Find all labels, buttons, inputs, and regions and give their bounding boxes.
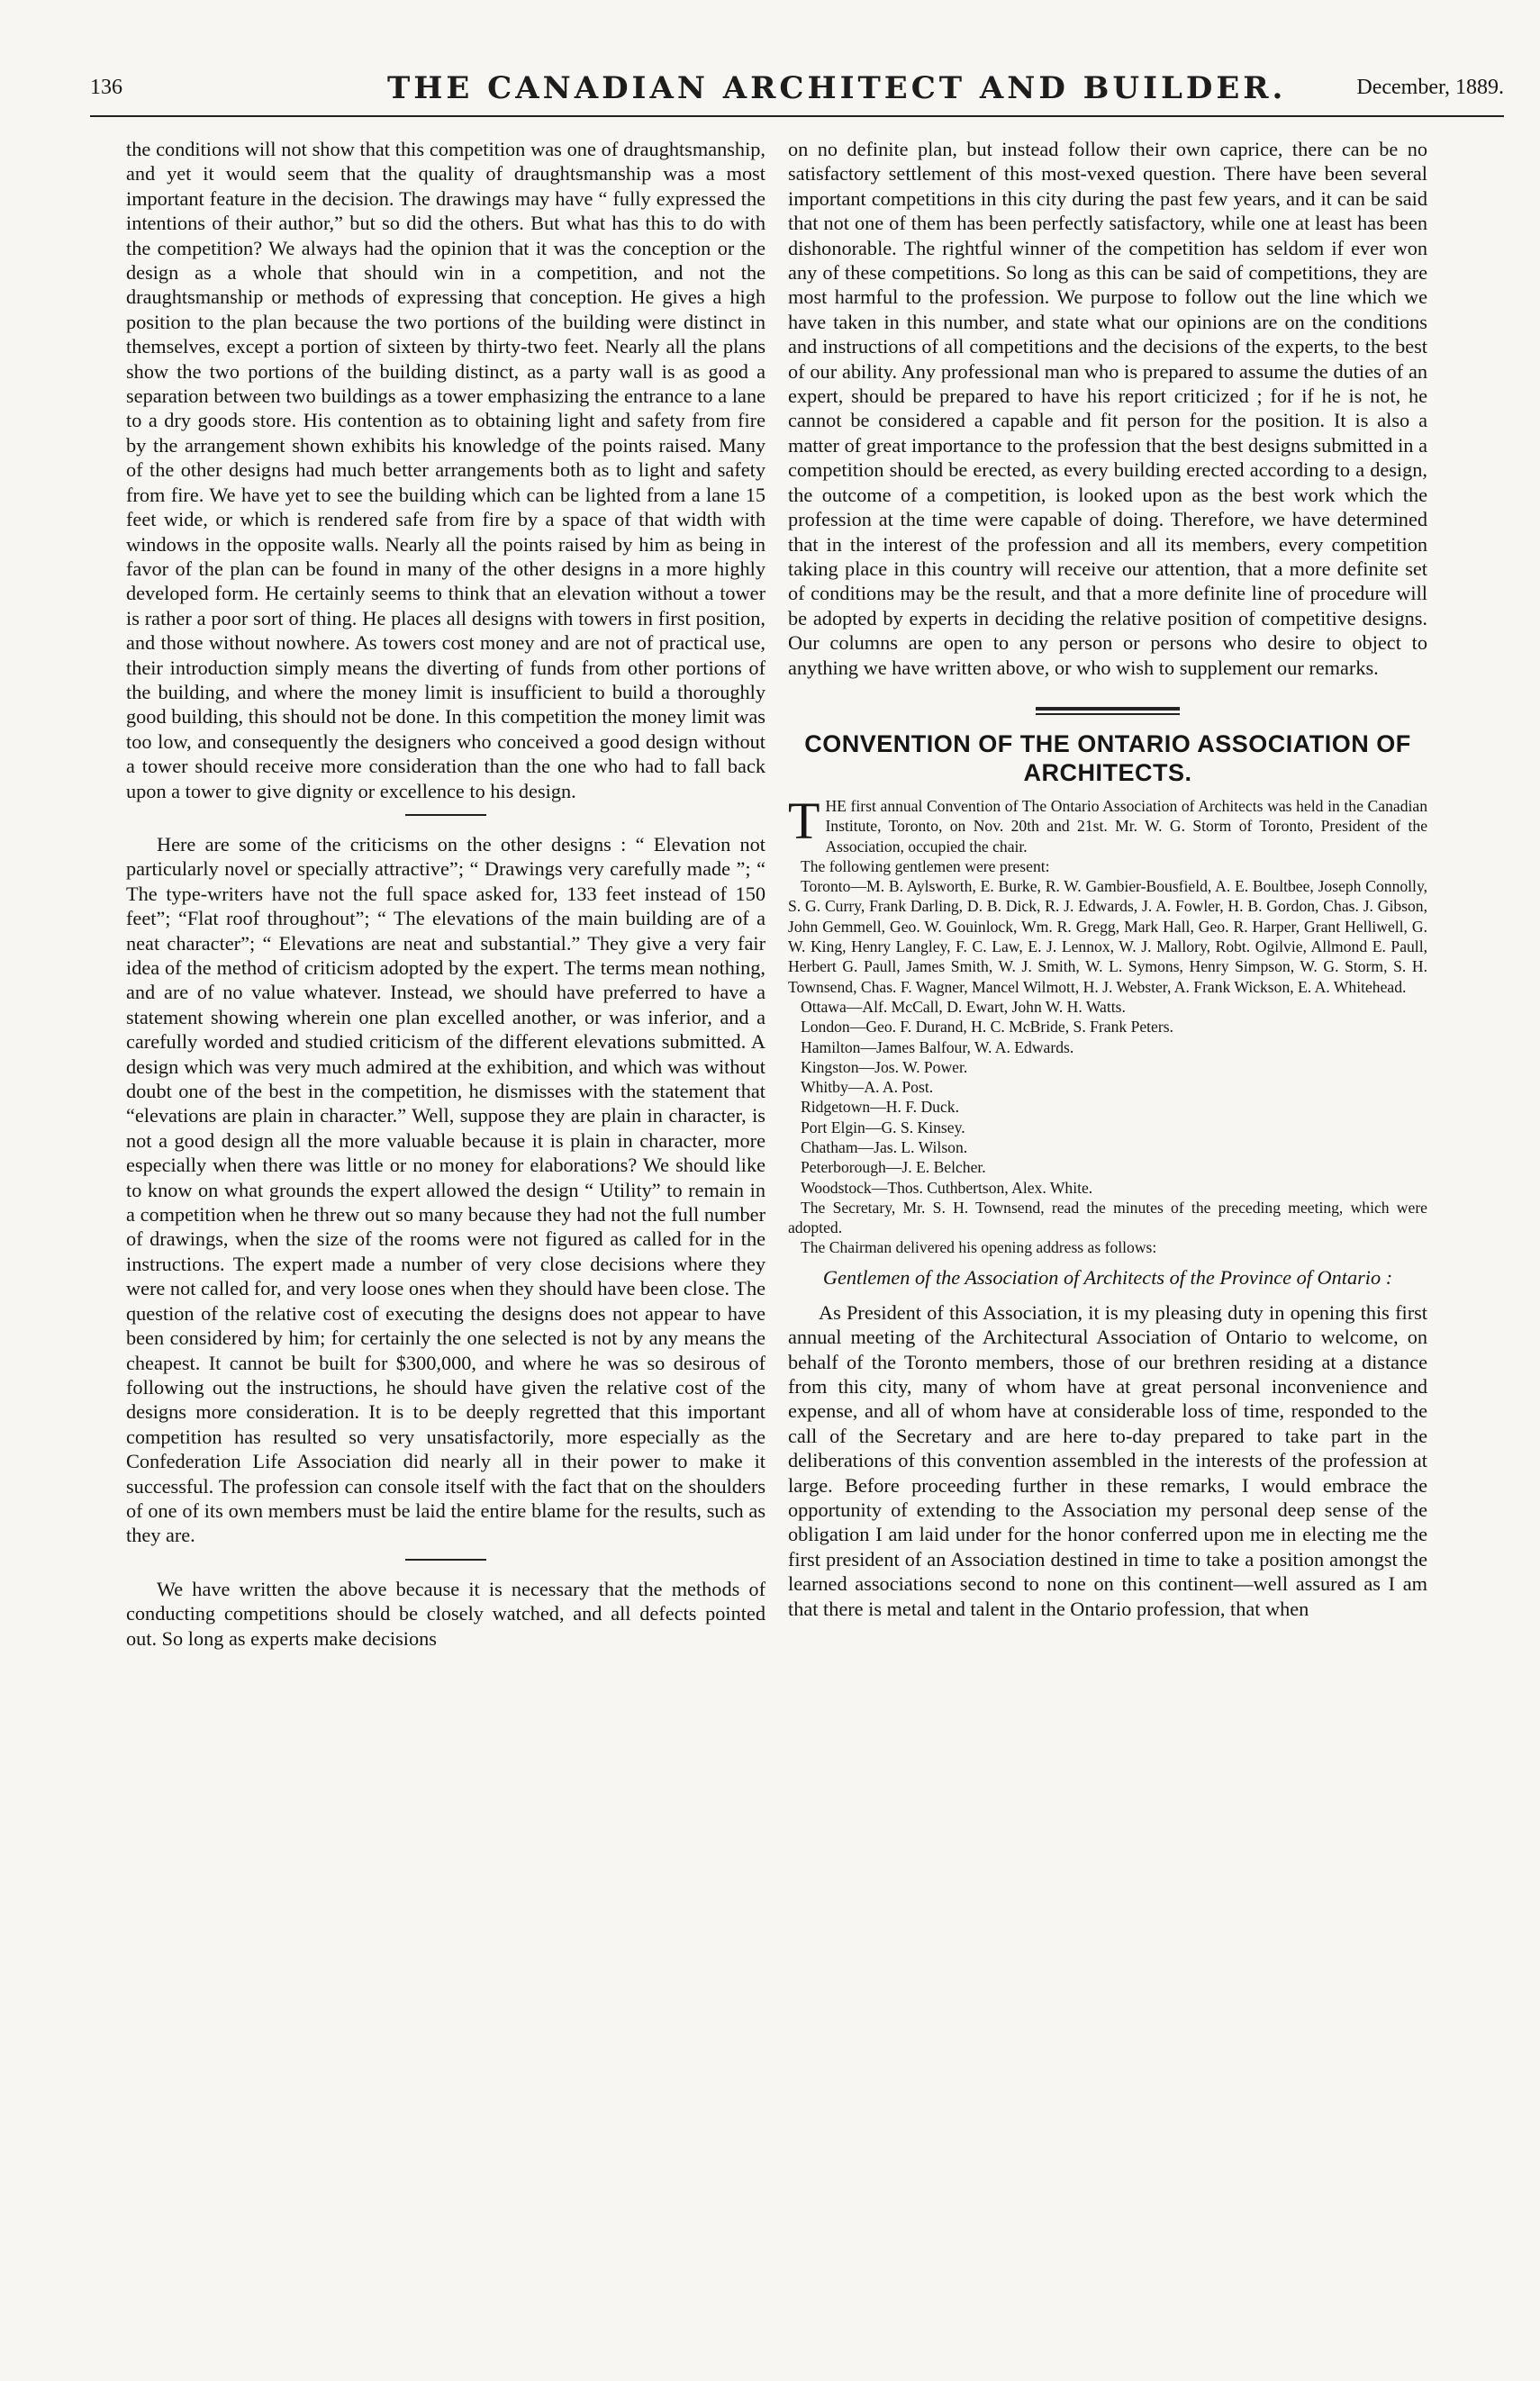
right-column [788,137,1427,1621]
attendees-ridgetown: Ridgetown—H. F. Duck. [801,1098,959,1117]
attendees-peterborough: Peterborough—J. E. Belcher. [801,1158,986,1177]
intro-paragraph [788,791,1427,856]
attendees-toronto: Toronto—M. B. Aylsworth, E. Burke, R. W. Gambier-Bousfield, A. E. Boultbee, Joseph Connolly, S. G. Curry, Frank Darling, D. B. Dick, R. J. Edwards, J. A. Fowler, H. B. Gordon, Chas. J. Gibson, John Gemmell, Geo. W. Gouinlock, Wm. R. Gregg, Mark Hall, Geo. R. Harper, Grant Helliwell, G. W. King, Henry Langley, F. C. Law, E. J. Lennox, W. J. Mallory, Robt. Ogilvie, Allmond E. Paull, Herbert G. Paull, James Smith, W. J. Smith, W. L. Symons, Henry Simpson, W. G. Storm, S. H. Townsend, Chas. F. Wagner, Mancel Wilmott, H. J. Webster, A. Frank Wickson, E. A. Whitehead. [788,877,1427,996]
body-paragraph: Here are some of the criticisms on the other designs : “ Elevation not particularly novel or specially attractive”; “ Drawings very carefully made ”; “ The type-writers have not the full space asked for, 133 feet instead of 150 feet”; “Flat roof throughout”; “ The elevations of the main building are of a neat character”; “ Elevations are neat and substantial.” They give a very fair idea of the method of criticism adopted by the expert. The terms mean nothing, and are of no value whatever. Instead, we should have preferred to have a statement showing wherein one plan excelled another, or was inferior, and a carefully worded and studied criticism of the different elevations submitted. A design which was very much admired at the exhibition, and which was without doubt one of the best in the competition, he dismisses with the statement that “elevations are plain in character.” Well, suppose they are plain in character, is not a good design all the more valuable because it is plain in character, more especially when there was little or no money for elaborations? We should like to know on what grounds the expert allowed the design “ Utility” to remain in a competition when he threw out so many because they had not the full number of drawings, when the size of the rooms were not figured as called for in the instructions. The expert made a number of very close decisions where they were not called for, and very loose ones when they should have been close. The question of the relative cost of executing the designs does not appear to have been considered by him; for certainly the one selected is not by any means the cheapest. It cannot be built for $300,000, and where he was so desirous of following out the instructions, he should have given the relative cost of the designs more consideration. It is to be deeply regretted that this important competition has resulted so very unsatisfactorily, more especially as the Confederation Life Association did nearly all in their power to make it successful. The profession can console itself with the fact that on the shoulders of one of its own members must be laid the entire blame for the results, such as they are. [126,832,765,1547]
page-number: 136 [90,76,122,99]
attendees-ottawa: Ottawa—Alf. McCall, D. Ewart, John W. H. Watts. [801,997,1126,1016]
body-paragraph: We have written the above because it is necessary that the methods of conducting competitions should be closely watched, and all defects pointed out. So long as experts make decisions [126,1577,765,1650]
attendees-london: London—Geo. F. Durand, H. C. McBride, S. Frank Peters. [801,1018,1173,1037]
attendee-list [788,876,1427,1198]
drop-cap: T [788,791,820,850]
double-divider [1036,707,1180,715]
secretary-note: The Secretary, Mr. S. H. Townsend, read the minutes of the preceding meeting, which were adopted. [788,1198,1427,1237]
masthead-title: THE CANADIAN ARCHITECT AND BUILDER. [387,70,1287,106]
attendance-intro: The following gentlemen were present: [801,856,1050,875]
address-salutation: Gentlemen of the Association of Architects of the Province of Ontario : [822,1265,1393,1289]
attendees-whitby: Whitby—A. A. Post. [801,1078,934,1097]
page-header [90,70,1504,117]
body-paragraph: the conditions will not show that this competition was one of draughtsmanship, and yet it would seem that the quality of draughtsmanship was a most important feature in the decision. The drawings may have “ fully expressed the intentions of their author,” but so did the others. But what has this to do with the competition? We always had the opinion that it was the conception or the design as a whole that should win in a competition, and not the draughtsmanship or methods of expressing that conception. He gives a high position to the plan because the two portions of the building were distinct in themselves, except a portion of sixteen by thirty-two feet. Nearly all the plans show the two portions of the building distinct, as a party wall is as good a separation between two buildings as a tower emphasizing the entrance to a lane to a dry goods store. His contention as to obtaining light and safety from fire by the arrangement shown exhibits his knowledge of the points raised. Many of the other designs had much better arrangements both as to light and safety from fire. We have yet to see the building which can be lighted from a lane 15 feet wide, or which is rendered safe from fire by a space of that width with windows in the opposite walls. Nearly all the points raised by him as being in favor of the plan can be found in many of the other designs in a more highly developed form. He certainly seems to think that an elevation without a tower is rather a poor sort of thing. He places all designs with towers in first position, and those without nowhere. As towers cost money and are not of practical use, their introduction simply means the diverting of funds from other portions of the building, and where the money limit is insufficient to build a thoroughly good building, this should not be done. In this competition the money limit was too low, and consequently the designers who conceived a good design without a tower should receive more consideration than the one who had to fall back upon a tower to give dignity or excellence to his design. [126,138,765,802]
attendees-woodstock: Woodstock—Thos. Cuthbertson, Alex. White. [801,1178,1093,1197]
issue-date: December, 1889. [1356,76,1504,99]
attendees-port-elgin: Port Elgin—G. S. Kinsey. [801,1118,965,1136]
divider [405,814,486,816]
address-paragraph: As President of this Association, it is my pleasing duty in opening this first annual meeting of the Architectural Association of Ontario to welcome, on behalf of the Toronto members, those of our brethren residing at a distance from this city, many of whom have at great personal inconvenience and expense, and all of whom have at considerable loss of time, responded to the call of the Secretary and are here to-day prepared to take part in the deliberations of this convention assembled in the interests of the profession at large. Before proceeding further in these remarks, I would embrace the opportunity of extending to the Association my personal deep sense of the obligation I am laid under for the honor conferred upon me in electing me the first president of an Association destined in time to take a position amongst the learned associations second to none on this continent—well assured as I am that there is metal and talent in the Ontario profession, that when [788,1300,1427,1620]
body-paragraph: on no definite plan, but instead follow their own caprice, there can be no satisfactory settlement of this most-vexed question. There have been several important competitions in this city during the past few years, and it can be said that not one of them has been perfectly satisfactory, while one at least has been dishonorable. The rightful winner of the competition has seldom if ever won any of these competitions. So long as this can be said of competitions, they are most harmful to the profession. We purpose to follow out the line which we have taken in this number, and state what our opinions are on the conditions and instructions of all competitions and the decisions of the experts, to the best of our ability. Any professional man who is prepared to assume the duties of an expert, should be prepared to have his report criticized ; for if he is not, he cannot be considered a capable and fit person for the position. It is also a matter of great importance to the profession that the best designs submitted in a competition should be erected, as every building erected according to a design, the outcome of a competition, is looked upon as the best work which the profession at the time were capable of doing. Therefore, we have determined that in the interest of the profession and all its members, every competition taking place in this country will receive our attention, that a more definite set of conditions may be the result, and that a more definite line of procedure will be adopted by experts in deciding the relative position of competitive designs. Our columns are open to any person or persons who desire to object to anything we have written above, or who wish to supplement our remarks. [788,138,1427,679]
chairman-note: The Chairman delivered his opening address as follows: [801,1238,1157,1257]
divider [405,1559,486,1561]
attendees-kingston: Kingston—Jos. W. Power. [801,1057,968,1076]
attendees-hamilton: Hamilton—James Balfour, W. A. Edwards. [801,1037,1074,1056]
intro-text: HE first annual Convention of The Ontario Association of Architects was held in the Canadian Institute, Toronto, on Nov. 20th and 21st. Mr. W. G. Storm of Toronto, President of the Association, occupied the chair. [825,796,1427,856]
convention-report [788,791,1427,1258]
left-column [126,137,765,1651]
section-heading: CONVENTION OF THE ONTARIO ASSOCIATION OF ARCHITECTS. [804,729,1411,786]
attendees-chatham: Chatham—Jas. L. Wilson. [801,1137,968,1156]
